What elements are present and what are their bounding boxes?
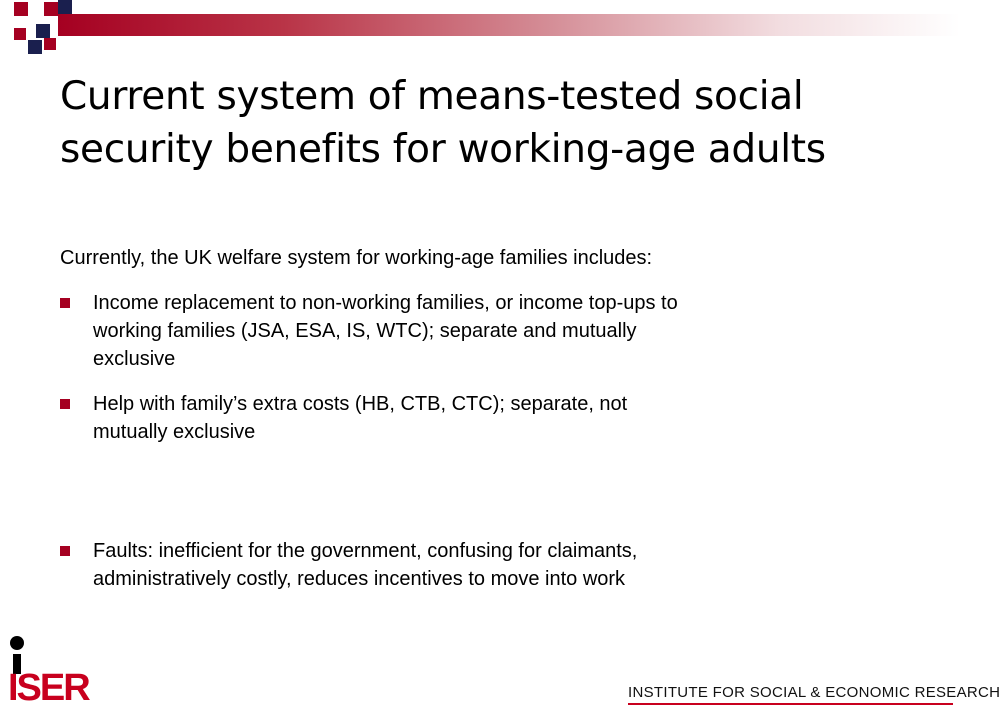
bullet-square-icon xyxy=(60,298,70,308)
bullet-text xyxy=(93,390,880,446)
decor-square xyxy=(44,2,58,16)
decor-square xyxy=(14,2,28,16)
bullet-line: mutually exclusive xyxy=(93,421,256,443)
iser-logo xyxy=(6,632,89,710)
bullet-square-icon xyxy=(60,399,70,409)
bullet-item xyxy=(60,289,880,373)
logo-dot-icon xyxy=(10,636,24,650)
decor-square xyxy=(36,24,50,38)
slide-title xyxy=(60,70,920,176)
bullet-line: Faults: inefficient for the government, confusing for claimants, xyxy=(93,540,638,562)
logo-text: ISER xyxy=(8,667,89,709)
title-line: Current system of means-tested social xyxy=(60,74,804,119)
bullet-item xyxy=(60,537,880,593)
title-line: security benefits for working-age adults xyxy=(60,127,826,172)
intro-text: Currently, the UK welfare system for working-age families includes: xyxy=(60,247,653,269)
bullet-line: working families (JSA, ESA, IS, WTC); separate and mutually xyxy=(93,320,637,342)
institute-name: INSTITUTE FOR SOCIAL & ECONOMIC RESEARCH xyxy=(628,684,1000,701)
bullet-item xyxy=(60,390,880,446)
bullet-line: exclusive xyxy=(93,348,176,370)
institute-underline xyxy=(628,703,953,705)
bullet-square-icon xyxy=(60,546,70,556)
bullet-text xyxy=(93,537,880,593)
header-gradient-bar xyxy=(58,14,960,36)
bullet-line: administratively costly, reduces incentives to move into work xyxy=(93,568,626,590)
bullet-line: Help with family’s extra costs (HB, CTB, CTC); separate, not xyxy=(93,393,628,415)
decor-square xyxy=(28,40,42,54)
bullet-line: Income replacement to non-working families, or income top-ups to xyxy=(93,292,678,314)
bullet-text xyxy=(93,289,880,373)
decor-square xyxy=(58,0,72,14)
decor-square xyxy=(44,38,56,50)
decor-square xyxy=(14,28,26,40)
